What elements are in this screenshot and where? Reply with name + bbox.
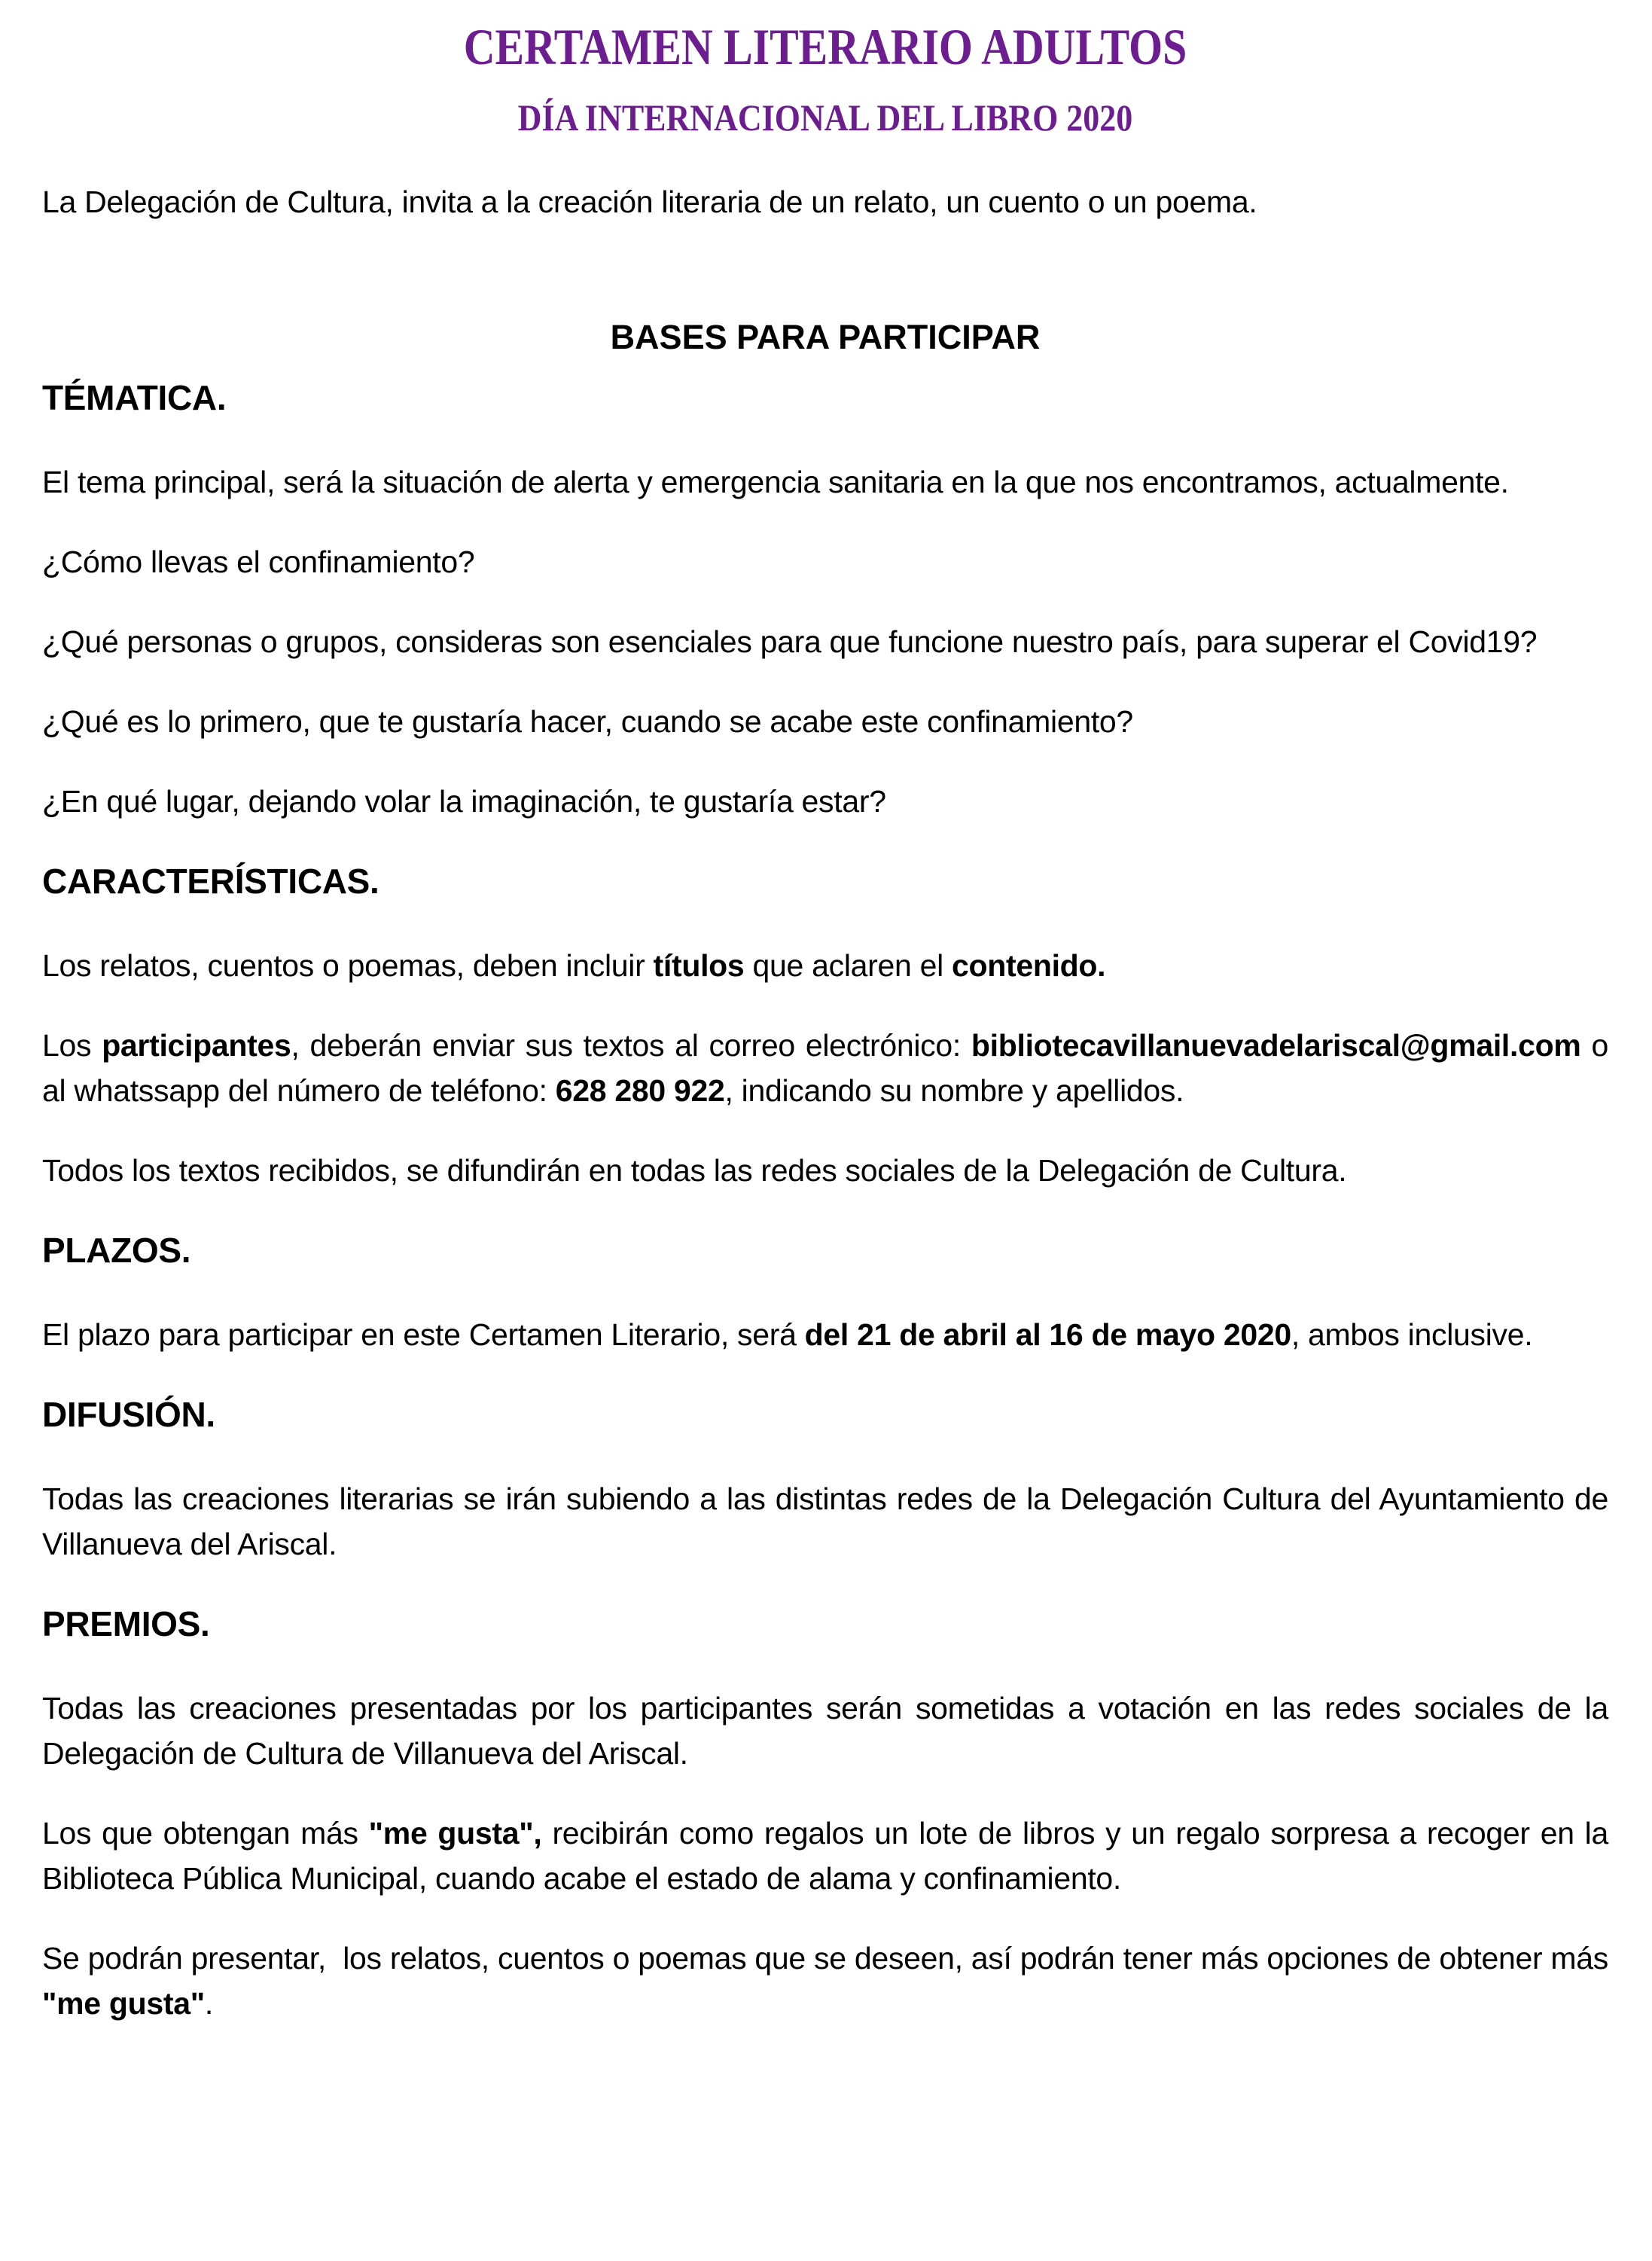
phone-number: 628 280 922 xyxy=(555,1073,725,1109)
text-run: . xyxy=(204,1986,213,2021)
heading-difusion: DIFUSIÓN. xyxy=(42,1395,215,1435)
bold-run: contenido. xyxy=(952,948,1106,984)
text-run: , deberán enviar sus textos al correo electrónico: xyxy=(291,1028,971,1063)
section-header-bases: BASES PARA PARTICIPAR xyxy=(610,318,1041,357)
heading-caracteristicas: CARACTERÍSTICAS. xyxy=(42,862,379,902)
text-run: recibirán como regalos un lote de libros y un regalo sorpresa a recoger en la Biblioteca Pública Municipal, cuando acabe el estado de alama y confinamiento. xyxy=(42,1816,1608,1896)
heading-premios: PREMIOS. xyxy=(42,1604,210,1644)
document-subtitle: DÍA INTERNACIONAL DEL LIBRO 2020 xyxy=(517,96,1133,139)
question-lo-primero: ¿Qué es lo primero, que te gustaría hacer, cuando se acabe este confinamiento? xyxy=(42,704,1133,740)
paragraph-votacion: Todas las creaciones presentadas por los participantes serán sometidas a votación en las redes sociales de la Delegación de Cultura de Villanueva del Ariscal. xyxy=(42,1691,1608,1771)
text-run: , indicando su nombre y apellidos. xyxy=(724,1073,1184,1109)
bold-run: "me gusta", xyxy=(368,1816,542,1851)
text-run: Se podrán presentar, los relatos, cuentos o poemas que se deseen, así podrán tener más opciones de obtener más xyxy=(42,1941,1608,1976)
text-run: Los relatos, cuentos o poemas, deben incluir xyxy=(42,948,654,984)
question-confinamiento: ¿Cómo llevas el confinamiento? xyxy=(42,545,475,580)
paragraph-me-gusta-premio xyxy=(42,1811,1608,1901)
question-lugar-imaginacion: ¿En qué lugar, dejando volar la imaginación, te gustaría estar? xyxy=(42,784,886,819)
question-personas-esenciales: ¿Qué personas o grupos, consideras son esenciales para que funcione nuestro país, para superar el Covid19? xyxy=(42,624,1538,660)
paragraph-difusion-redes: Todas las creaciones literarias se irán subiendo a las distintas redes de la Delegación Cultura del Ayuntamiento de Villanueva del Ariscal. xyxy=(42,1481,1608,1562)
paragraph-envio-textos xyxy=(42,1023,1608,1113)
paragraph-tema-principal: El tema principal, será la situación de alerta y emergencia sanitaria en la que nos encontramos, actualmente. xyxy=(42,465,1509,500)
bold-run: "me gusta" xyxy=(42,1986,205,2021)
intro-paragraph: La Delegación de Cultura, invita a la creación literaria de un relato, un cuento o un poema. xyxy=(42,185,1257,220)
heading-plazos: PLAZOS. xyxy=(42,1231,191,1271)
heading-tematica: TÉMATICA. xyxy=(42,378,227,418)
paragraph-titulos xyxy=(42,943,1608,988)
bold-run: títulos xyxy=(653,948,745,984)
document-title: CERTAMEN LITERARIO ADULTOS xyxy=(463,18,1187,75)
text-run: Los que obtengan más xyxy=(42,1816,369,1851)
email-address: bibliotecavillanuevadelariscal@gmail.com xyxy=(971,1028,1581,1063)
date-range: del 21 de abril al 16 de mayo 2020 xyxy=(804,1317,1291,1353)
text-run: , ambos inclusive. xyxy=(1291,1317,1533,1353)
text-run: o al whatssapp del número de teléfono: xyxy=(42,1028,1608,1109)
bold-run: participantes xyxy=(102,1028,291,1063)
text-run: Los xyxy=(42,1028,102,1063)
text-run: El plazo para participar en este Certamen Literario, será xyxy=(42,1317,805,1353)
paragraph-plazo xyxy=(42,1312,1608,1357)
paragraph-textos-recibidos: Todos los textos recibidos, se difundirán en todas las redes sociales de la Delegación de Cultura. xyxy=(42,1153,1347,1188)
text-run: que aclaren el xyxy=(744,948,952,984)
paragraph-presentar xyxy=(42,1936,1608,2026)
